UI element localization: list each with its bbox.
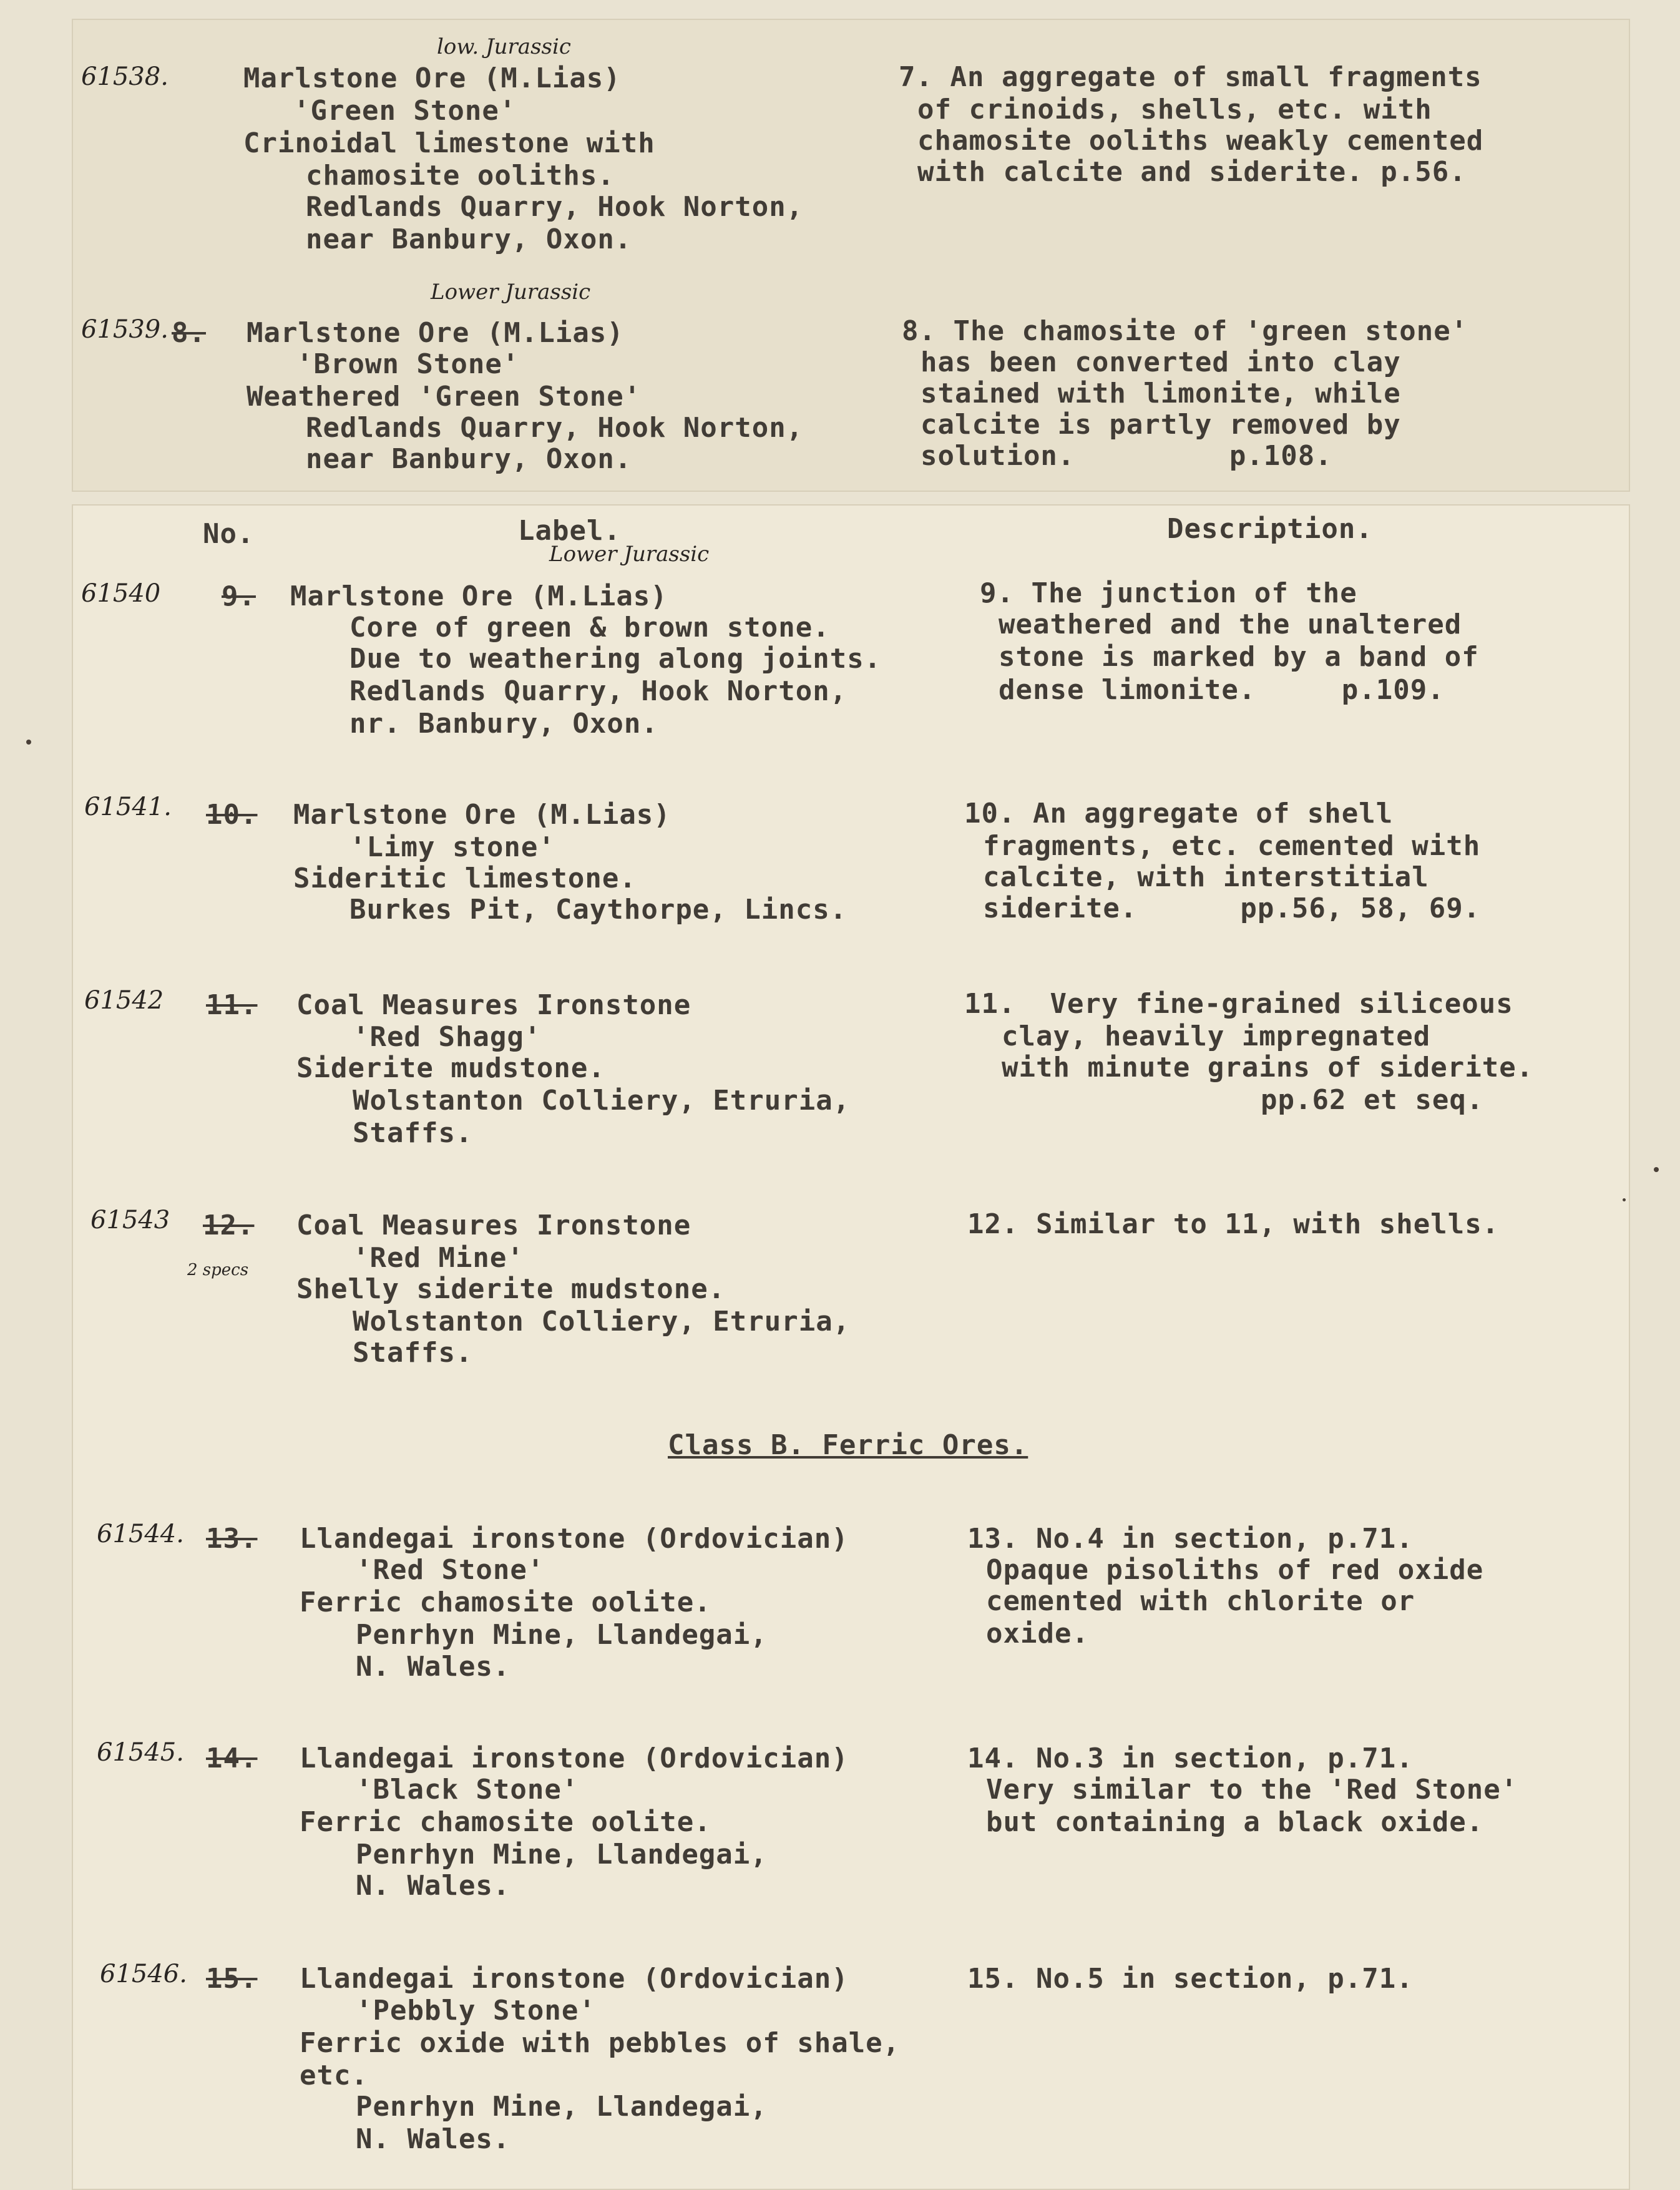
hand-number: 61538. (81, 62, 168, 91)
label-line: Due to weathering along joints. (349, 643, 882, 675)
section-heading: Class B. Ferric Ores. (668, 1429, 1028, 1461)
ink-speck (1623, 1198, 1626, 1201)
hand-number: 61542 (84, 986, 164, 1015)
label-line: Shelly siderite mudstone. (296, 1273, 726, 1305)
description-line: calcite is partly removed by (921, 409, 1401, 441)
description-line: but containing a black oxide. (986, 1806, 1484, 1838)
label-line: Burkes Pit, Caythorpe, Lincs. (349, 894, 847, 926)
label-line: 'Pebbly Stone' (356, 1995, 596, 2026)
description-line: stone is marked by a band of (999, 641, 1479, 673)
label-line: Marlstone Ore (M.Lias) (247, 317, 624, 349)
typed-number: 11. (206, 989, 258, 1021)
description-line: 9. The junction of the (980, 577, 1357, 609)
typed-number: 14. (206, 1743, 258, 1774)
typed-number: 12. (203, 1210, 255, 1241)
description-line: of crinoids, shells, etc. with (917, 94, 1432, 125)
label-line: 'Green Stone' (293, 95, 517, 127)
label-line: N. Wales. (356, 1651, 510, 1683)
description-line: 15. No.5 in section, p.71. (967, 1963, 1414, 1995)
hand-number: 61539. (81, 315, 168, 344)
label-line: Redlands Quarry, Hook Norton, (306, 191, 804, 223)
hand-number: 61543 (90, 1206, 170, 1234)
label-line: Staffs. (353, 1337, 473, 1369)
typed-number: 13. (206, 1523, 258, 1555)
description-line: has been converted into clay (921, 346, 1401, 378)
label-line: N. Wales. (356, 2123, 510, 2155)
label-line: Redlands Quarry, Hook Norton, (349, 675, 847, 707)
description-line: Opaque pisoliths of red oxide (986, 1554, 1484, 1586)
description-line: with minute grains of siderite. (1002, 1052, 1534, 1083)
hand-number: 61541. (84, 793, 172, 821)
label-line: nr. Banbury, Oxon. (349, 708, 658, 740)
label-line: Marlstone Ore (M.Lias) (243, 62, 621, 94)
label-line: Coal Measures Ironstone (296, 1210, 691, 1241)
label-line: Core of green & brown stone. (349, 612, 830, 643)
description-line: solution. p.108. (921, 440, 1332, 472)
label-line: Marlstone Ore (M.Lias) (293, 799, 671, 831)
description-line: 12. Similar to 11, with shells. (967, 1208, 1500, 1240)
description-line: fragments, etc. cemented with (983, 830, 1481, 862)
label-line: Marlstone Ore (M.Lias) (290, 580, 668, 612)
hand-number: 61544. (97, 1520, 184, 1548)
ink-speck (26, 740, 31, 745)
description-line: 13. No.4 in section, p.71. (967, 1523, 1414, 1555)
description-line: clay, heavily impregnated (1002, 1020, 1431, 1052)
label-line: Llandegai ironstone (Ordovician) (300, 1743, 849, 1774)
label-line: Sideritic limestone. (293, 863, 637, 894)
label-line: Siderite mudstone. (296, 1052, 605, 1084)
handwritten-annotation: 2 specs (187, 1261, 249, 1279)
description-line: cemented with chlorite or (986, 1585, 1415, 1617)
label-line: Penrhyn Mine, Llandegai, (356, 2091, 768, 2123)
label-line: chamosite ooliths. (306, 160, 615, 192)
label-line: 'Red Mine' (353, 1242, 524, 1274)
hand-number: 61540 (81, 579, 161, 608)
handwritten-annotation: Lower Jurassic (431, 280, 591, 305)
label-line: Llandegai ironstone (Ordovician) (300, 1523, 849, 1555)
label-line: Redlands Quarry, Hook Norton, (306, 412, 804, 444)
description-line: Very similar to the 'Red Stone' (986, 1774, 1518, 1806)
label-line: Coal Measures Ironstone (296, 989, 691, 1021)
label-line: Staffs. (353, 1117, 473, 1149)
label-line: Penrhyn Mine, Llandegai, (356, 1619, 768, 1651)
description-line: oxide. (986, 1618, 1089, 1650)
label-line: etc. (300, 2060, 368, 2091)
description-line: 7. An aggregate of small fragments (899, 61, 1482, 93)
typed-number: 15. (206, 1963, 258, 1995)
header-label: Label. (518, 515, 621, 547)
handwritten-annotation: Lower Jurassic (549, 542, 710, 567)
label-line: Ferric chamosite oolite. (300, 1806, 711, 1838)
description-line: 10. An aggregate of shell (964, 798, 1394, 829)
label-line: near Banbury, Oxon. (306, 223, 632, 255)
label-line: Llandegai ironstone (Ordovician) (300, 1963, 849, 1995)
label-line: Weathered 'Green Stone' (247, 381, 642, 413)
description-line: stained with limonite, while (921, 378, 1401, 409)
description-line: dense limonite. p.109. (999, 674, 1445, 706)
main-sheet (72, 504, 1630, 2190)
label-line: Ferric oxide with pebbles of shale, (300, 2027, 901, 2059)
label-line: Ferric chamosite oolite. (300, 1586, 711, 1618)
label-line: near Banbury, Oxon. (306, 443, 632, 475)
label-line: Wolstanton Colliery, Etruria, (353, 1085, 851, 1117)
hand-number: 61546. (100, 1960, 187, 1988)
header-no: No. (203, 518, 255, 550)
description-line: with calcite and siderite. p.56. (917, 156, 1467, 188)
label-line: Wolstanton Colliery, Etruria, (353, 1306, 851, 1337)
description-line: weathered and the unaltered (999, 609, 1462, 640)
label-line: N. Wales. (356, 1870, 510, 1902)
header-description: Description. (1167, 513, 1373, 545)
description-line: pp.62 et seq. (1261, 1084, 1484, 1116)
label-line: Penrhyn Mine, Llandegai, (356, 1839, 768, 1870)
description-line: chamosite ooliths weakly cemented (917, 125, 1484, 157)
label-line: 'Brown Stone' (296, 348, 520, 380)
label-line: 'Red Shagg' (353, 1021, 542, 1053)
typed-number: 8. (172, 317, 206, 349)
handwritten-annotation: low. Jurassic (437, 34, 571, 59)
label-line: 'Limy stone' (349, 831, 555, 863)
description-line: calcite, with interstitial (983, 861, 1429, 893)
description-line: 8. The chamosite of 'green stone' (902, 315, 1468, 347)
description-line: 14. No.3 in section, p.71. (967, 1743, 1414, 1774)
typed-number: 10. (206, 799, 258, 831)
description-line: 11. Very fine-grained siliceous (964, 988, 1513, 1020)
label-line: 'Black Stone' (356, 1774, 579, 1806)
typed-number: 9. (222, 580, 256, 612)
label-line: Crinoidal limestone with (243, 127, 655, 159)
description-line: siderite. pp.56, 58, 69. (983, 892, 1481, 924)
label-line: 'Red Stone' (356, 1554, 545, 1586)
hand-number: 61545. (97, 1738, 184, 1767)
ink-speck (1654, 1167, 1659, 1172)
